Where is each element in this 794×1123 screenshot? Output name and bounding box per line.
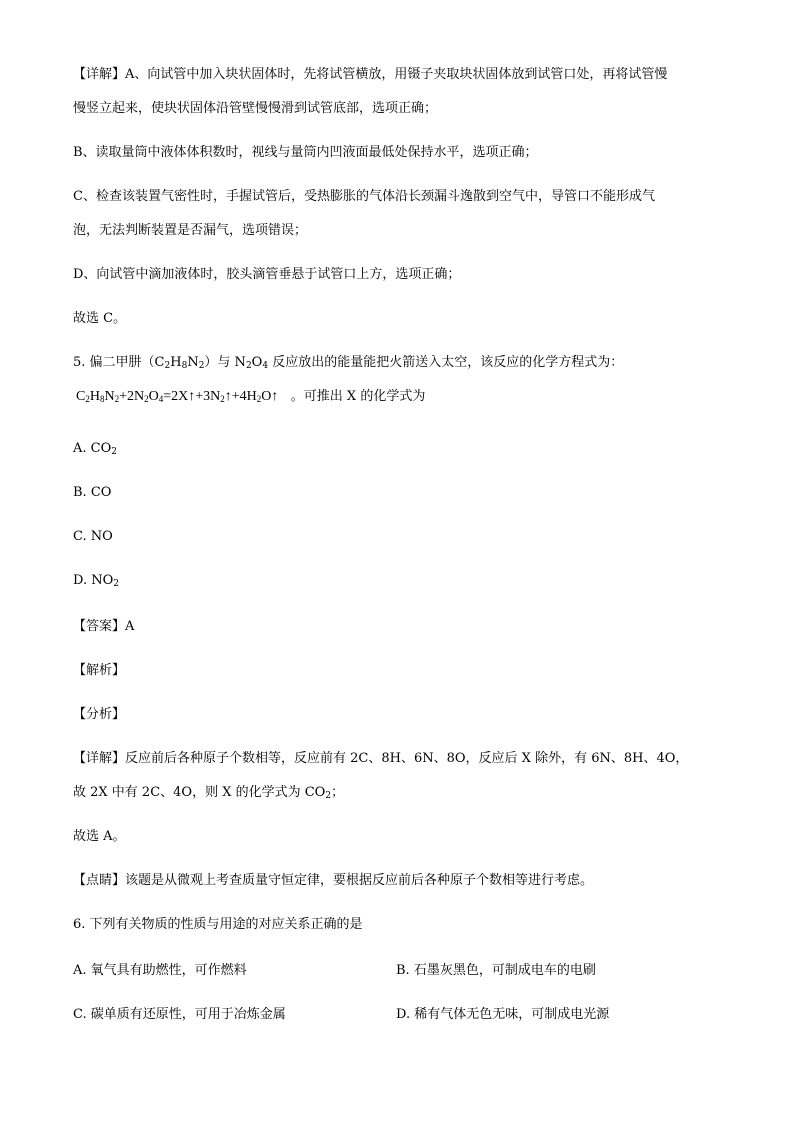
equation-tail: 。可推出 X 的化学式为 [290, 389, 426, 404]
q5-option-d [73, 572, 119, 590]
q5-option-c: C. NO [73, 529, 113, 544]
text: D. NO [73, 573, 114, 588]
q4-detail-a-line1 [73, 66, 667, 84]
text: A、向试管中加入块状固体时，先将试管横放，用镊子夹取块状固体放到试管口处，再将试管慢 [125, 67, 668, 82]
q6-option-a: A. 氧气具有助燃性，可作燃料 [73, 963, 247, 978]
text: 偏二甲肼（C [89, 355, 165, 370]
eq-sub: 2 [85, 394, 90, 404]
text: A. CO [73, 441, 112, 456]
eq-part: +2N [119, 389, 145, 404]
text: N [187, 355, 199, 370]
eq-part: N [104, 389, 115, 404]
answer-value: A [125, 619, 135, 634]
comment-label: 【点睛】 [73, 873, 126, 888]
text: 故 2X 中有 2C、4O，则 X 的化学式为 CO [73, 785, 326, 800]
text: O [251, 355, 263, 370]
text: ； [331, 785, 345, 800]
sub: 8 [181, 361, 188, 371]
q4-detail-c-line2: 泡，无法判断装置是否漏气，选项错误； [73, 223, 308, 238]
eq-part: C [76, 389, 86, 404]
q6-stem: 6. 下列有关物质的性质与用途的对应关系正确的是 [73, 917, 363, 932]
q4-detail-c-line1: C、检查该装置气密性时，手握试管后，受热膨胀的气体沿长颈漏斗逸散到空气中，导管口不能形成气 [73, 189, 655, 204]
q4-choice: 故选 C。 [73, 311, 127, 326]
sub: 2 [245, 361, 252, 371]
q6-option-c: C. 碳单质有还原性，可用于冶炼金属 [73, 1007, 286, 1022]
sub: 2 [325, 791, 332, 801]
comment-text: 该题是从微观上考查质量守恒定律，要根据反应前后各种原子个数相等进行考虑。 [125, 873, 594, 888]
eq-sub: 2 [114, 394, 120, 404]
q5-option-a [73, 440, 117, 458]
eq-part: O↑ [261, 389, 279, 404]
text: H [170, 355, 182, 370]
q6-option-d: D. 稀有气体无色无味，可制成电光源 [396, 1007, 610, 1022]
eq-sub: 2 [220, 394, 225, 404]
text: 反应前后各种原子个数相等，反应前有 2C、8H、6N、8O，反应后 X 除外，有 6N、8H、4O， [125, 751, 689, 766]
q5-option-b: B. CO [73, 485, 112, 500]
sub: 2 [198, 361, 205, 371]
eq-sub: 2 [144, 394, 149, 404]
q5-analysis-label: 【解析】 [73, 663, 126, 678]
sub: 4 [262, 361, 269, 371]
q5-detail-line1 [73, 750, 688, 768]
q4-detail-a-line2: 慢竖立起来，使块状固体沿管壁慢慢滑到试管底部，选项正确； [73, 101, 438, 116]
q6-option-b: B. 石墨灰黑色，可制成电车的电刷 [396, 963, 596, 978]
eq-sub: 4 [158, 394, 164, 404]
q5-comment [73, 872, 593, 890]
eq-sub: 8 [99, 394, 105, 404]
q5-number: 5. [73, 355, 86, 370]
text: ）与 N [204, 355, 246, 370]
eq-part: H [89, 389, 100, 404]
q5-choice: 故选 A。 [73, 829, 126, 844]
detail-label: 【详解】 [73, 751, 126, 766]
q5-equation-line [76, 388, 425, 406]
eq-sub: 2 [256, 394, 262, 404]
q5-stem [73, 354, 623, 372]
sub: 2 [113, 579, 119, 589]
eq-part: ↑+4H [224, 389, 257, 404]
q4-detail-b-line: B、读取量筒中液体体积数时，视线与量筒内凹液面最低处保持水平，选项正确； [73, 145, 538, 160]
q5-fenxi-label: 【分析】 [73, 707, 126, 722]
sub: 2 [164, 361, 171, 371]
text: 反应放出的能量能把火箭送入太空，该反应的化学方程式为： [268, 355, 624, 370]
q5-answer [73, 618, 134, 636]
eq-part: =2X↑+3N [163, 389, 221, 404]
answer-label: 【答案】 [73, 619, 126, 634]
q5-detail-line2 [73, 784, 344, 802]
chemical-equation [76, 389, 278, 404]
detail-label: 【详解】 [73, 67, 126, 82]
sub: 2 [111, 447, 117, 457]
q4-detail-d-line: D、向试管中滴加液体时，胶头滴管垂悬于试管口上方，选项正确； [73, 267, 461, 282]
eq-part: O [148, 389, 159, 404]
